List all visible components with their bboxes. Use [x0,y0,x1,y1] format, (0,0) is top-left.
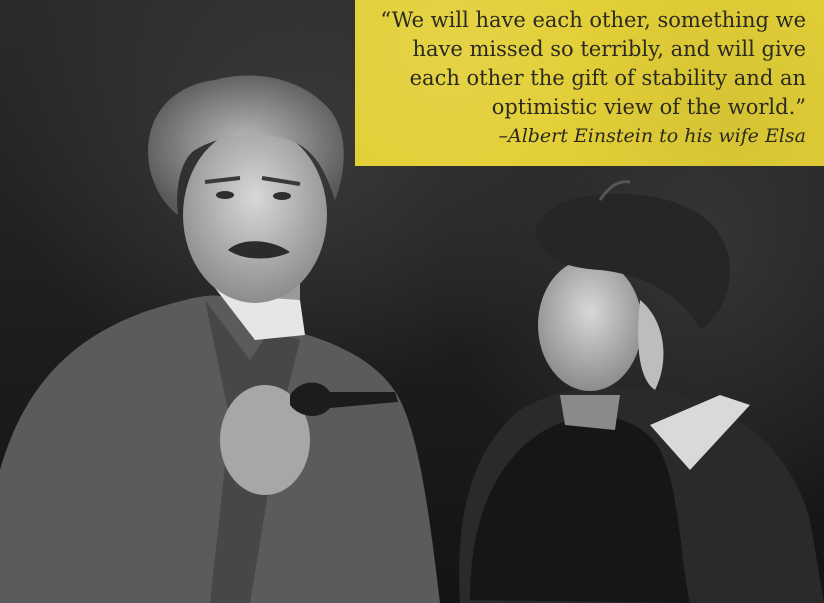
quote-line-2: have missed so terribly, and will give [412,37,806,61]
quote-attribution: –Albert Einstein to his wife Elsa [498,125,806,147]
quote-line-3: each other the gift of stability and an [409,66,806,90]
quote-box [355,0,824,166]
quote-line-1: “We will have each other, something we [380,8,806,32]
man-head [183,127,327,303]
quote-line-4: optimistic view of the world.” [491,95,806,119]
woman-head [538,259,642,391]
